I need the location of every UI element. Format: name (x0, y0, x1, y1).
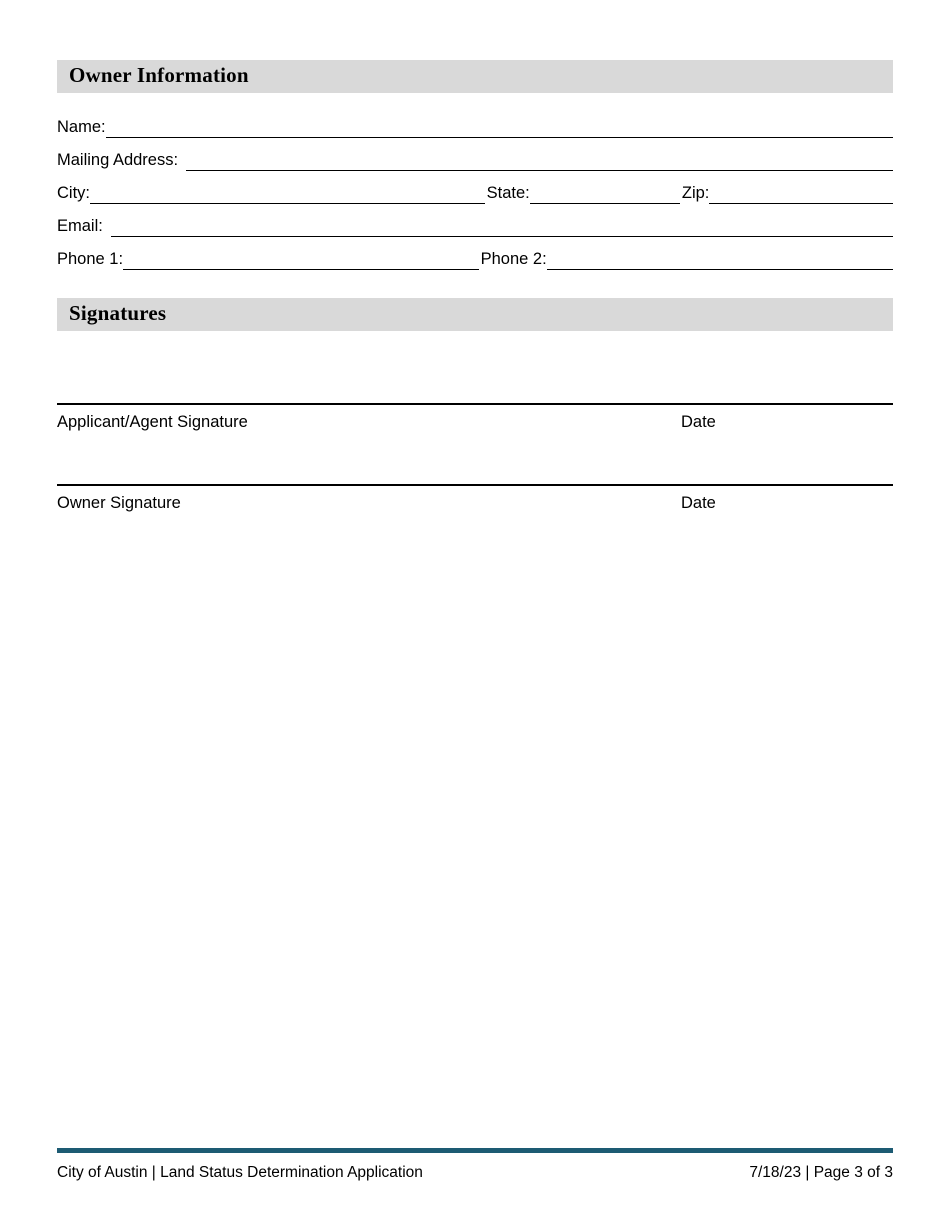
email-input[interactable] (111, 213, 893, 237)
signatures-header (57, 298, 893, 331)
owner-date-label: Date (681, 494, 716, 512)
phone2-input[interactable] (547, 246, 893, 270)
phone-row (57, 237, 893, 270)
owner-signature-labels (57, 494, 893, 513)
signatures-title: Signatures (69, 301, 167, 325)
zip-input[interactable] (709, 180, 893, 204)
state-label: State: (486, 184, 530, 203)
owner-information-header (57, 60, 893, 93)
zip-label: Zip: (681, 184, 710, 203)
owner-information-fields (57, 105, 893, 270)
owner-signature-line[interactable] (57, 484, 893, 486)
mailing-address-row (57, 138, 893, 171)
footer-left-text: City of Austin | Land Status Determination Application (57, 1164, 423, 1181)
applicant-signature-labels (57, 413, 893, 432)
owner-signature-label: Owner Signature (57, 494, 181, 512)
name-input[interactable] (106, 114, 893, 138)
footer-right-text: 7/18/23 | Page 3 of 3 (749, 1164, 893, 1181)
owner-information-title: Owner Information (69, 63, 249, 87)
city-state-zip-row (57, 171, 893, 204)
mailing-address-label: Mailing Address: (57, 151, 179, 170)
phone1-input[interactable] (123, 246, 479, 270)
footer-text-row (57, 1153, 893, 1182)
city-input[interactable] (90, 180, 485, 204)
email-row (57, 204, 893, 237)
name-row (57, 105, 893, 138)
phone2-label: Phone 2: (480, 250, 547, 269)
email-label: Email: (57, 217, 103, 236)
applicant-signature-line[interactable] (57, 403, 893, 405)
page-footer (57, 1148, 893, 1182)
signatures-section (57, 298, 893, 513)
state-input[interactable] (530, 180, 680, 204)
city-label: City: (57, 184, 90, 203)
phone1-label: Phone 1: (57, 250, 124, 269)
applicant-signature-label: Applicant/Agent Signature (57, 413, 248, 431)
mailing-address-input[interactable] (186, 147, 893, 171)
applicant-date-label: Date (681, 413, 716, 431)
name-label: Name: (57, 118, 106, 137)
